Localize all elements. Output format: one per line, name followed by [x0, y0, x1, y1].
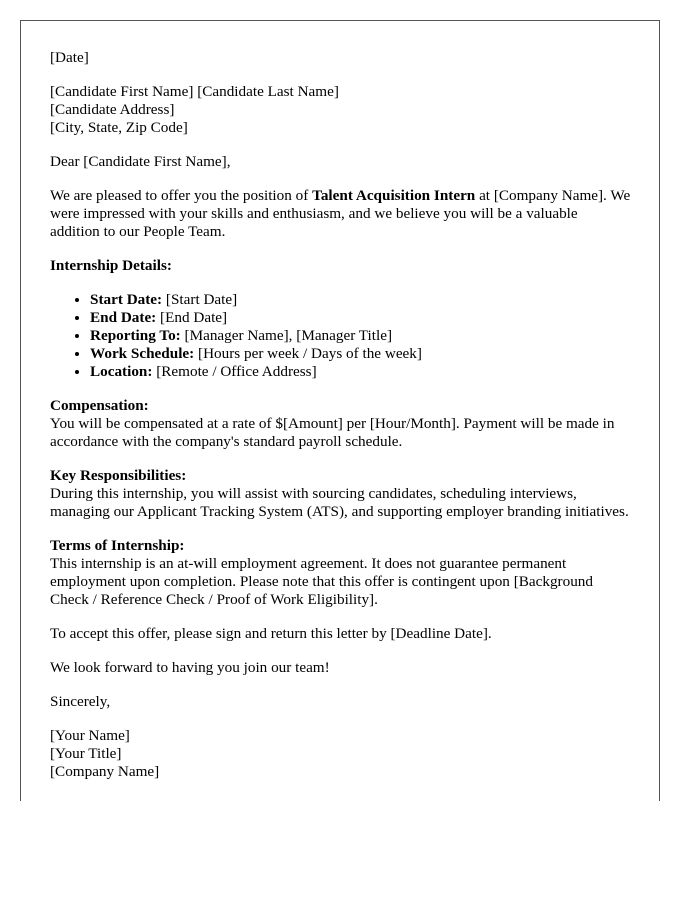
list-item: [90, 363, 631, 381]
detail-value: [Remote / Office Address]: [152, 363, 317, 380]
terms-heading: Terms of Internship:: [50, 537, 185, 554]
detail-value: [Manager Name], [Manager Title]: [180, 327, 393, 344]
closing-line: We look forward to having you join our team!: [50, 659, 330, 676]
intro-before: We are pleased to offer you the position of: [50, 187, 313, 204]
detail-label: End Date:: [90, 309, 157, 326]
signature-name: [Your Name]: [50, 727, 130, 744]
signoff: Sincerely,: [50, 693, 111, 710]
position-title: Talent Acquisition Intern: [312, 187, 476, 204]
detail-label: Work Schedule:: [90, 345, 195, 362]
recipient-address: [Candidate Address]: [50, 101, 175, 118]
letter-date: [Date]: [50, 49, 89, 66]
detail-value: [Start Date]: [162, 291, 238, 308]
detail-label: Reporting To:: [90, 327, 181, 344]
recipient-block: [50, 83, 631, 137]
salutation: Dear [Candidate First Name],: [50, 153, 231, 170]
compensation-text: You will be compensated at a rate of $[Amount] per [Hour/Month]. Payment will be made in accordance with the company's standard payroll schedule.: [50, 415, 615, 450]
accept-instruction: To accept this offer, please sign and return this letter by [Deadline Date].: [50, 625, 492, 642]
detail-label: Location:: [90, 363, 153, 380]
responsibilities-section: [50, 467, 631, 521]
signature-company: [Company Name]: [50, 763, 160, 780]
intro-paragraph: [50, 187, 631, 241]
signature-block: [50, 727, 631, 781]
recipient-city-state-zip: [City, State, Zip Code]: [50, 119, 188, 136]
recipient-name: [Candidate First Name] [Candidate Last Name]: [50, 83, 339, 100]
signature-title: [Your Title]: [50, 745, 122, 762]
list-item: [90, 327, 631, 345]
compensation-heading: Compensation:: [50, 397, 149, 414]
letter-page: [20, 20, 660, 801]
list-item: [90, 345, 631, 363]
internship-details-heading: Internship Details:: [50, 257, 172, 274]
detail-value: [End Date]: [156, 309, 228, 326]
terms-section: [50, 537, 631, 609]
detail-value: [Hours per week / Days of the week]: [194, 345, 422, 362]
list-item: [90, 291, 631, 309]
responsibilities-text: During this internship, you will assist with sourcing candidates, scheduling interviews, managing our Applicant Tracking System (ATS), and supporting employer branding initiatives.: [50, 485, 629, 520]
detail-label: Start Date:: [90, 291, 163, 308]
responsibilities-heading: Key Responsibilities:: [50, 467, 187, 484]
compensation-section: [50, 397, 631, 451]
terms-text: This internship is an at-will employment agreement. It does not guarantee permanent employment upon completion. Please note that this offer is contingent upon [Background Check / Reference Check / Proof of Work Eligibility].: [50, 555, 593, 608]
intro-after: at [Company Name]. We were impressed with your skills and enthusiasm, and we believe you will be a valuable addition to our People Team.: [50, 187, 631, 240]
list-item: [90, 309, 631, 327]
internship-details-list: [50, 291, 631, 381]
